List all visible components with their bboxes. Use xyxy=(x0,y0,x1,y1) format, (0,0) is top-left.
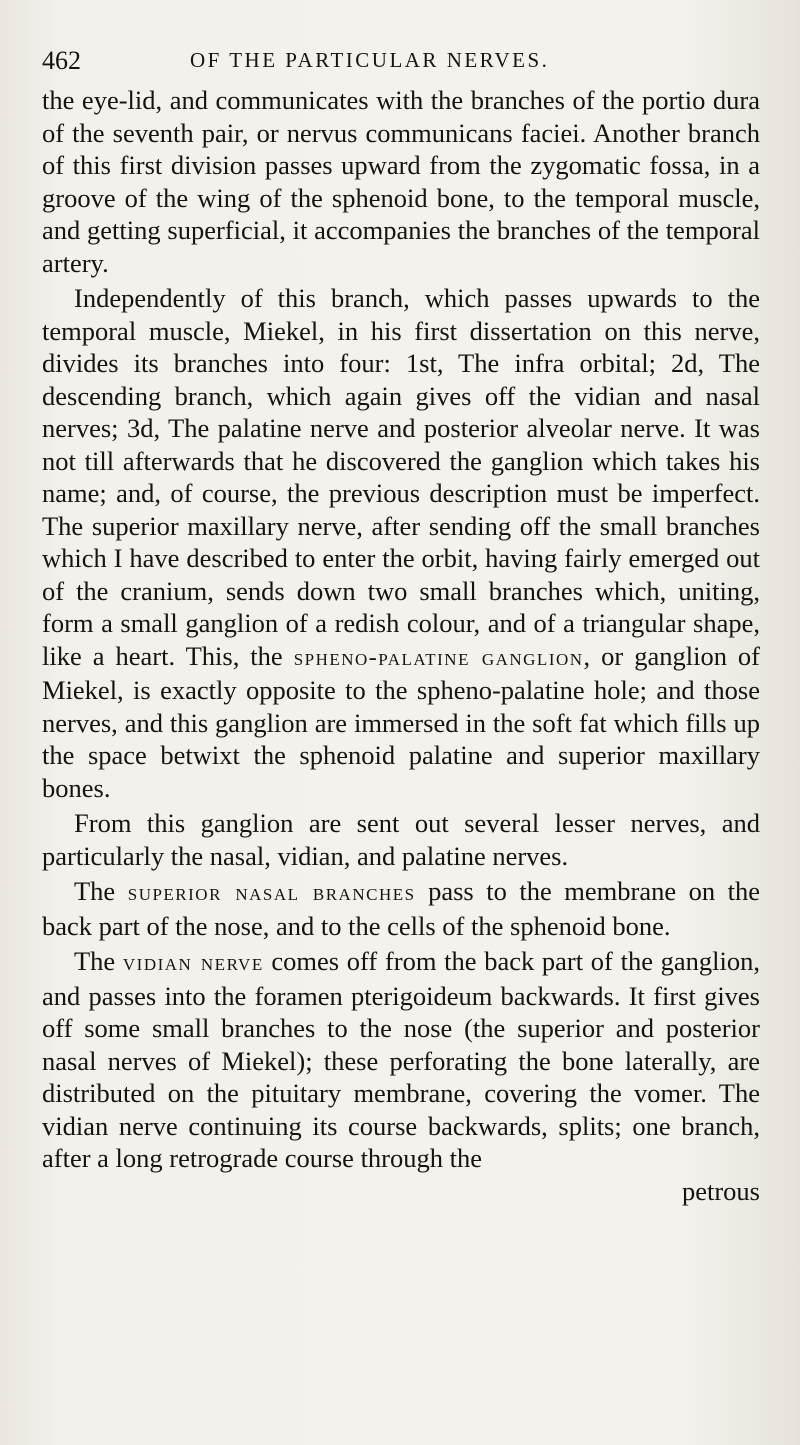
paragraph-1-text: the eye-lid, and communicates with the branches of the portio dura of the seventh pair, or nervus communicans faciei. Another branch of this first division passes upward from the zygomatic fossa, in a groove of the wing of the sphenoid bone, to the temporal muscle, and getting superficial, it accompanies the branches of the temporal artery. xyxy=(42,85,760,278)
page-number: 462 xyxy=(42,46,81,75)
paragraph-3-text: From this ganglion are sent out several lesser nerves, and particularly the nasal, vidian, and palatine nerves. xyxy=(42,808,760,871)
paragraph-4 xyxy=(42,875,760,942)
body-text xyxy=(42,84,760,1207)
paragraph-2-text-end: , or ganglion of Miekel, is exactly opposite to the spheno-palatine hole; and those nerves, and this ganglion are immersed in the soft fat which fills up the space betwixt the sphenoid palatine and superior maxillary bones. xyxy=(42,640,761,803)
term-vidian-nerve: vidian nerve xyxy=(122,950,264,976)
running-title: OF THE PARTICULAR NERVES. xyxy=(190,48,550,72)
paragraph-4-text-end: pass to the membrane on the back part of the nose, and to the cells of the sphenoid bone. xyxy=(42,876,761,941)
paragraph-2 xyxy=(42,282,760,804)
catchword: petrous xyxy=(681,1175,760,1206)
paragraph-1 xyxy=(42,84,760,279)
running-head xyxy=(42,38,760,84)
paragraph-4-text-start: The xyxy=(74,876,116,906)
paragraph-3 xyxy=(42,807,760,872)
paragraph-5-text-start: The xyxy=(74,946,116,976)
term-spheno-palatine-ganglion: spheno-palatine ganglion xyxy=(293,644,584,671)
paragraph-5-text-end: comes off from the back part of the ganglion, and passes into the foramen pterigoideum backwards. It first gives off some small branches to the nose (the superior and posterior nasal nerves of Miekel); these perforating the bone laterally, are distributed on the pituitary membrane, covering the vomer. The vidian nerve continuing its course backwards, splits; one branch, after a long retrograde course through the xyxy=(42,946,761,1173)
paragraph-5 xyxy=(42,945,760,1175)
term-superior-nasal-branches: superior nasal branches xyxy=(127,880,416,906)
paragraph-2-text-start: Independently of this branch, which passes upwards to the temporal muscle, Miekel, in his first dissertation on this nerve, divides its branches into four: 1st, The infra orbital; 2d, The descending branch, which again gives off the vidian and nasal nerves; 3d, The palatine nerve and posterior alveolar nerve. It was not till afterwards that he discovered the ganglion which takes his name; and, of course, the previous description must be imperfect. The superior maxillary nerve, after sending off the small branches which I have described to enter the orbit, having fairly emerged out of the cranium, sends down two small branches which, uniting, form a small ganglion of a redish colour, and of a triangular shape, like a heart. This, the xyxy=(42,283,760,671)
